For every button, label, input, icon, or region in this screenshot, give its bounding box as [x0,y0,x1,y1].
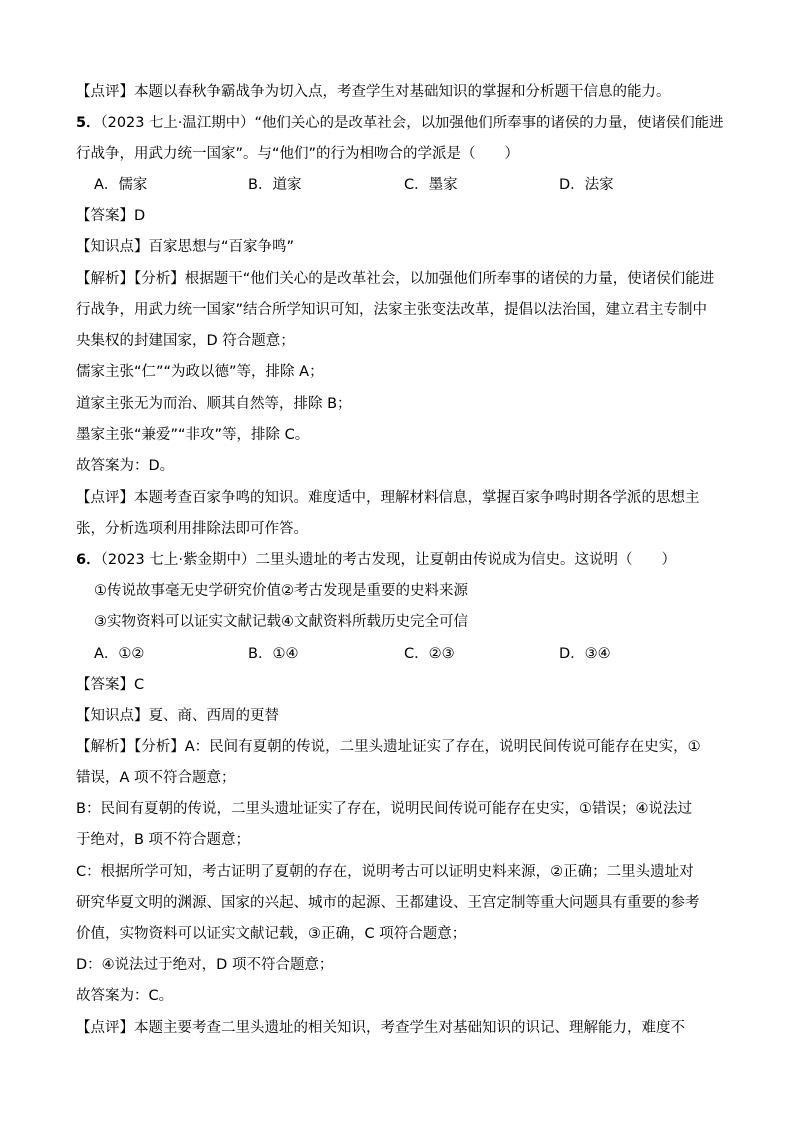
q6-statements-line1: ①传说故事毫无史学研究价值②考古发现是重要的史料来源 [94,583,468,599]
q5-analysis-line5: 道家主张无为而治、顺其自然等，排除 B； [76,396,352,412]
q5-option-c: C．墨家 [404,177,458,193]
question-6-number: 6． [76,552,101,568]
question-6-stem [76,550,676,570]
q6-comment-line1: 【点评】本题主要考查二里头遗址的相关知识，考查学生对基础知识的识记、理解能力，难度不 [76,1020,685,1036]
q6-analysis-line7: 价值，实物资料可以证实文献记载，③正确，C 项符合题意； [76,926,467,942]
q5-analysis-line3: 央集权的封建国家，D 符合题意； [76,333,295,349]
q5-option-b: B．道家 [248,177,302,193]
q6-analysis-line5: C：根据所学可知，考古证明了夏朝的存在，说明考古可以证明史料来源，②正确；二里头遗址对 [76,864,694,880]
q5-answer: 【答案】D [76,208,146,224]
q5-knowledge-point: 【知识点】百家思想与“百家争鸣” [76,239,295,255]
q6-analysis-line1: 【解析】【分析】A：民间有夏朝的传说，二里头遗址证实了存在，说明民间传说可能存在史实，① [76,739,701,755]
q6-answer: 【答案】C [76,677,145,693]
q5-final-answer: 故答案为：D。 [76,458,175,474]
question-5-text: （2023 七上·温江期中）“他们关心的是改革社会，以加强他们所奉事的诸侯的力量，使诸侯们能进 [100,115,724,131]
q6-option-c: C．②③ [404,646,455,662]
q6-statements-line2: ③实物资料可以证实文献记载④文献资料所载历史完全可信 [94,614,468,630]
q6-option-b: B．①④ [248,646,299,662]
q5-analysis-line6: 墨家主张“兼爱”“非攻”等，排除 C。 [76,427,310,443]
q6-analysis-line2: 错误，A 项不符合题意； [76,770,236,786]
q6-analysis-line8: D：④说法过于绝对，D 项不符合题意； [76,957,334,973]
q6-knowledge-point: 【知识点】夏、商、西周的更替 [76,708,279,724]
q4-comment: 【点评】本题以春秋争霸战争为切入点，考查学生对基础知识的掌握和分析题干信息的能力。 [76,84,671,100]
q5-analysis-line2: 行战争，用武力统一国家”结合所学知识可知，法家主张变法改革，提倡以法治国，建立君主专制中 [76,302,708,318]
question-6-text: （2023 七上·紫金期中）二里头遗址的考古发现，让夏朝由传说成为信史。这说明（ ） [100,552,676,568]
q5-comment-line1: 【点评】本题考查百家争鸣的知识。难度适中，理解材料信息，掌握百家争鸣时期各学派的思想主 [76,490,700,506]
question-5-stem-line2: 行战争，用武力统一国家”。与“他们”的行为相吻合的学派是（ ） [76,146,520,162]
question-5-stem-line1 [76,113,723,133]
q6-analysis-line4: 于绝对，B 项不符合题意； [76,832,251,848]
q5-option-d: D．法家 [559,177,614,193]
q6-final-answer: 故答案为：C。 [76,988,174,1004]
q6-option-a: A．①② [94,646,145,662]
question-5-number: 5． [76,115,101,131]
q6-analysis-line6: 研究华夏文明的渊源、国家的兴起、城市的起源、王都建设、王宫定制等重大问题具有重要的参考 [76,895,700,911]
q5-analysis-line1: 【解析】【分析】根据题干“他们关心的是改革社会，以加强他们所奉事的诸侯的力量，使诸侯们能进 [76,271,715,287]
q6-option-d: D．③④ [559,646,611,662]
q5-analysis-line4: 儒家主张“仁”“为政以德”等，排除 A； [76,364,324,380]
q5-comment-line2: 张，分析选项利用排除法即可作答。 [76,521,308,537]
q5-option-a: A．儒家 [94,177,148,193]
q6-analysis-line3: B：民间有夏朝的传说，二里头遗址证实了存在，说明民间传说可能存在史实，①错误；④说法过 [76,801,692,817]
